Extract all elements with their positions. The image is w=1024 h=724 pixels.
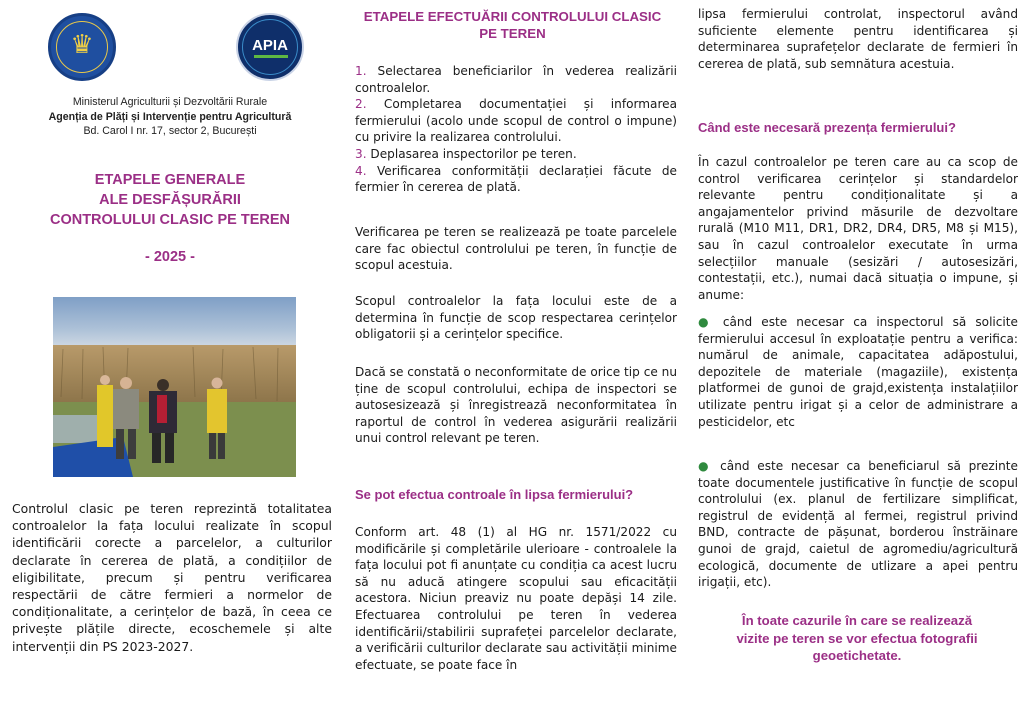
step-item: [355, 163, 677, 196]
apia-logo-text: APIA: [252, 37, 288, 54]
bullet-item-access: [698, 314, 1018, 430]
ministry-header: [0, 95, 340, 139]
closing-note-line2: vizite pe teren se vor efectua fotografii: [736, 630, 978, 646]
left-column: [0, 0, 340, 724]
bullet-text: când este necesar ca beneficiarul să prezinte toate documentele justificative în funcție de scopul controlului (ex. planul de fertilizare simplificat, registrul de evidență al fermei, registrul privind BND, contracte de pășunat, borderou înstrăinare gunoi de grajd, caietul de agromediu/agricultură ecologică, documente de utlizare a apei pentru irigații, etc).: [698, 459, 1018, 590]
continuation-paragraph: lipsa fermierului controlat, inspectorul având suficiente elemente pentru identificarea și determinarea suprafețelor declarate de fermieri în cererea de plată, sub semnătura acestuia.: [698, 7, 1018, 71]
ministry-name: Ministerul Agriculturii și Dezvoltării Rurale: [72, 96, 268, 108]
step-item: [355, 146, 677, 163]
middle-column: [345, 0, 680, 724]
bullet-icon: ●: [698, 315, 714, 329]
page-title-line3: CONTROLULUI CLASIC PE TEREN: [49, 212, 291, 228]
step-item: [355, 63, 677, 96]
legal-basis-paragraph: Conform art. 48 (1) al HG nr. 1571/2022 cu modificările și completările ulerioare - controalele la fața locului pot fi anunțate cu condiția ca acest lucru să nu aducă atingere scopului sau eficacității acestora. Niciun preaviz nu poate depăși 14 zile. Efectuarea controlului pe teren în vederea identificării/stabilirii suprafeței parcelelor declarate, a verificării culturilor declarate sau activității minime efectuate, se poate face în: [355, 525, 677, 672]
question-presence-heading: Când este necesară prezența fermierului?: [698, 120, 956, 135]
presence-conditions-paragraph: În cazul controalelor pe teren care au ca scop de control verificarea cerințelor și standardelor relevante pentru condiționalitate și a angajamentelor privind măsurile de dezvoltare rurală (M10 M11, DR1, DR2, DR4, DR5, M8 și M15), sau în cazul controalelor executate în urma selecțiilor manuale (sesizări / autosesizări, contestații, etc.), numai dacă situația o impune, și anume:: [698, 155, 1018, 302]
closing-note: [690, 612, 1024, 665]
steps-title-line1: ETAPELE EFECTUĂRII CONTROLULUI CLASIC: [363, 9, 662, 24]
step-item: [355, 96, 677, 146]
government-crest-icon: ♛: [70, 30, 94, 60]
nonconformity-paragraph: Dacă se constată o neconformitate de orice tip ce nu ține de scopul controlului, echipa de inspectori se autosesizează și înregistrează neconformitatea în raportul de control în vederea asigurării realizării unui control relevant pe teren.: [355, 365, 677, 446]
page-title-line1: ETAPELE GENERALE: [94, 172, 246, 188]
step-text: Deplasarea inspectorilor pe teren.: [370, 146, 577, 161]
step-number: 2.: [355, 97, 367, 112]
steps-title: [345, 8, 680, 42]
page-title: [0, 170, 340, 230]
bullet-item-documents: [698, 458, 1018, 591]
right-column: [690, 0, 1024, 724]
intro-paragraph: Controlul clasic pe teren reprezintă totalitatea controalelor la fața locului realizate în scopul identificării corecte a parcelelor, a culturilor declarate în cererea de plată, a condițiilor de eligibilitate, precum și pentru verificarea respectării de către fermieri a normelor de condiționalitate, a cerințelor de bază, în ceea ce privește plățile directe, ecoschemele și alte intervenții din PS 2023-2027.: [12, 501, 332, 654]
government-logo: [48, 13, 116, 81]
agency-name: Agenția de Plăți și Intervenție pentru Agricultură: [48, 110, 292, 123]
question-absence-heading: Se pot efectua controale în lipsa fermierului?: [355, 487, 634, 502]
apia-logo: [236, 13, 304, 81]
bullet-text: când este necesar ca inspectorul să solicite fermierului accesul în exploatație pentru a verifica: numărul de animale, capacitatea adăpostului, depozitele de materiale (magaziile), existența platformei de gunoi de grajd,existența instalațiilor utilizate pentru irigat și a celor de administrare a pesticidelor, etc: [698, 315, 1018, 429]
year-label: - 2025 -: [145, 249, 195, 265]
field-inspection-photo: [53, 297, 296, 477]
agency-address: Bd. Carol I nr. 17, sector 2, București: [83, 125, 257, 137]
page-title-line2: ALE DESFĂȘURĂRII: [99, 192, 241, 208]
step-text: Verificarea conformității declarației făcute de fermier în cererea de plată.: [355, 163, 677, 195]
steps-title-line2: PE TEREN: [479, 26, 546, 41]
closing-note-line1: În toate cazurile în care se realizează: [741, 613, 973, 628]
step-number: 3.: [355, 146, 367, 161]
steps-list: [355, 63, 677, 196]
scope-paragraph: Scopul controalelor la fața locului este de a determina în funcție de scop respectarea cerințelor obligatorii și a cerințelor specifice.: [355, 294, 677, 342]
bullet-icon: ●: [698, 459, 713, 473]
field-inspection-image: [53, 297, 296, 477]
verification-paragraph: Verificarea pe teren se realizează pe toate parcelele care fac obiectul controlului pe teren, în funcție de scopul acestuia.: [355, 225, 677, 273]
step-number: 4.: [355, 163, 367, 178]
step-text: Completarea documentației și informarea fermierului (acolo unde scopul de control o impune) cu privire la realizarea controlului.: [355, 97, 677, 145]
step-number: 1.: [355, 64, 367, 78]
closing-note-line3: geoetichetate.: [812, 648, 902, 663]
apia-logo-bar: [254, 55, 288, 58]
step-text: Selectarea beneficiarilor în vederea realizării controalelor.: [355, 64, 677, 95]
